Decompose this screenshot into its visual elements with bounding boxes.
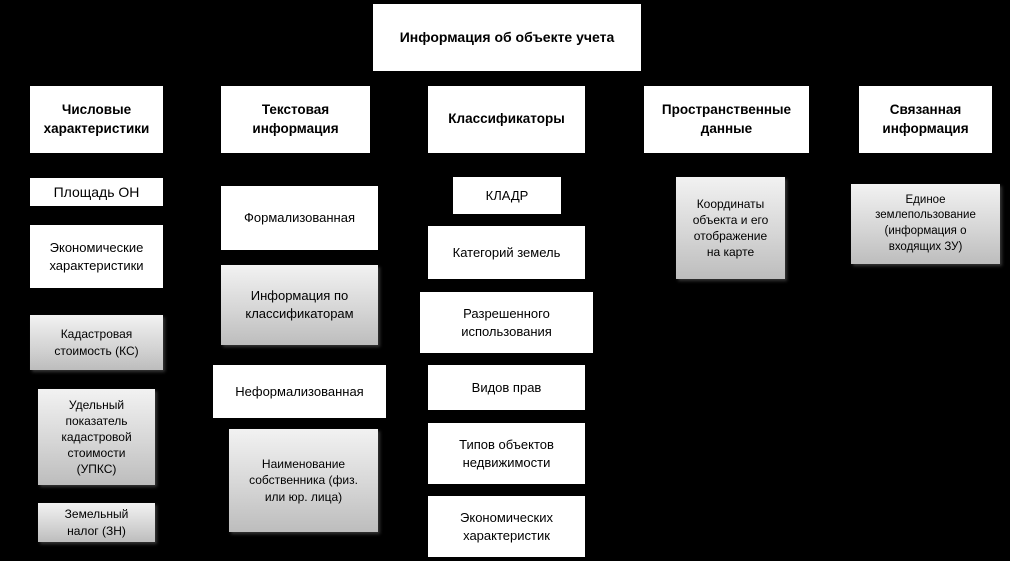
node-rights-types: Видов прав xyxy=(428,365,585,410)
node-cadastral-value: Кадастровая стоимость (КС) xyxy=(30,315,163,370)
node-specific-cadastral-value-index: Удельный показатель кадастровой стоимости (УПКС) xyxy=(38,389,155,485)
node-land-tax: Земельный налог (ЗН) xyxy=(38,503,155,542)
header-text-information: Текстовая информация xyxy=(221,86,370,153)
node-formalized: Формализованная xyxy=(221,186,378,250)
node-coordinates: Координаты объекта и его отображение на карте xyxy=(676,177,785,279)
node-classifier-information: Информация по классификаторам xyxy=(221,265,378,345)
node-unified-land-use: Единое землепользование (информация о входящих ЗУ) xyxy=(851,184,1000,264)
node-kladr: КЛАДР xyxy=(453,177,561,214)
node-object-area: Площадь ОН xyxy=(30,178,163,206)
header-spatial-data: Пространственные данные xyxy=(644,86,809,153)
root-node: Информация об объекте учета xyxy=(373,4,641,71)
node-land-categories: Категорий земель xyxy=(428,226,585,279)
header-related-information: Связанная информация xyxy=(859,86,992,153)
node-owner-name: Наименование собственника (физ. или юр. лица) xyxy=(229,429,378,532)
node-non-formalized: Неформализованная xyxy=(213,365,386,418)
header-numeric-characteristics: Числовые характеристики xyxy=(30,86,163,153)
node-permitted-use: Разрешенного использования xyxy=(420,292,593,353)
node-economic-characteristics: Экономические характеристики xyxy=(30,225,163,288)
header-classifiers: Классификаторы xyxy=(428,86,585,153)
node-economic-characteristics-classifier: Экономических характеристик xyxy=(428,496,585,557)
node-real-estate-types: Типов объектов недвижимости xyxy=(428,423,585,484)
